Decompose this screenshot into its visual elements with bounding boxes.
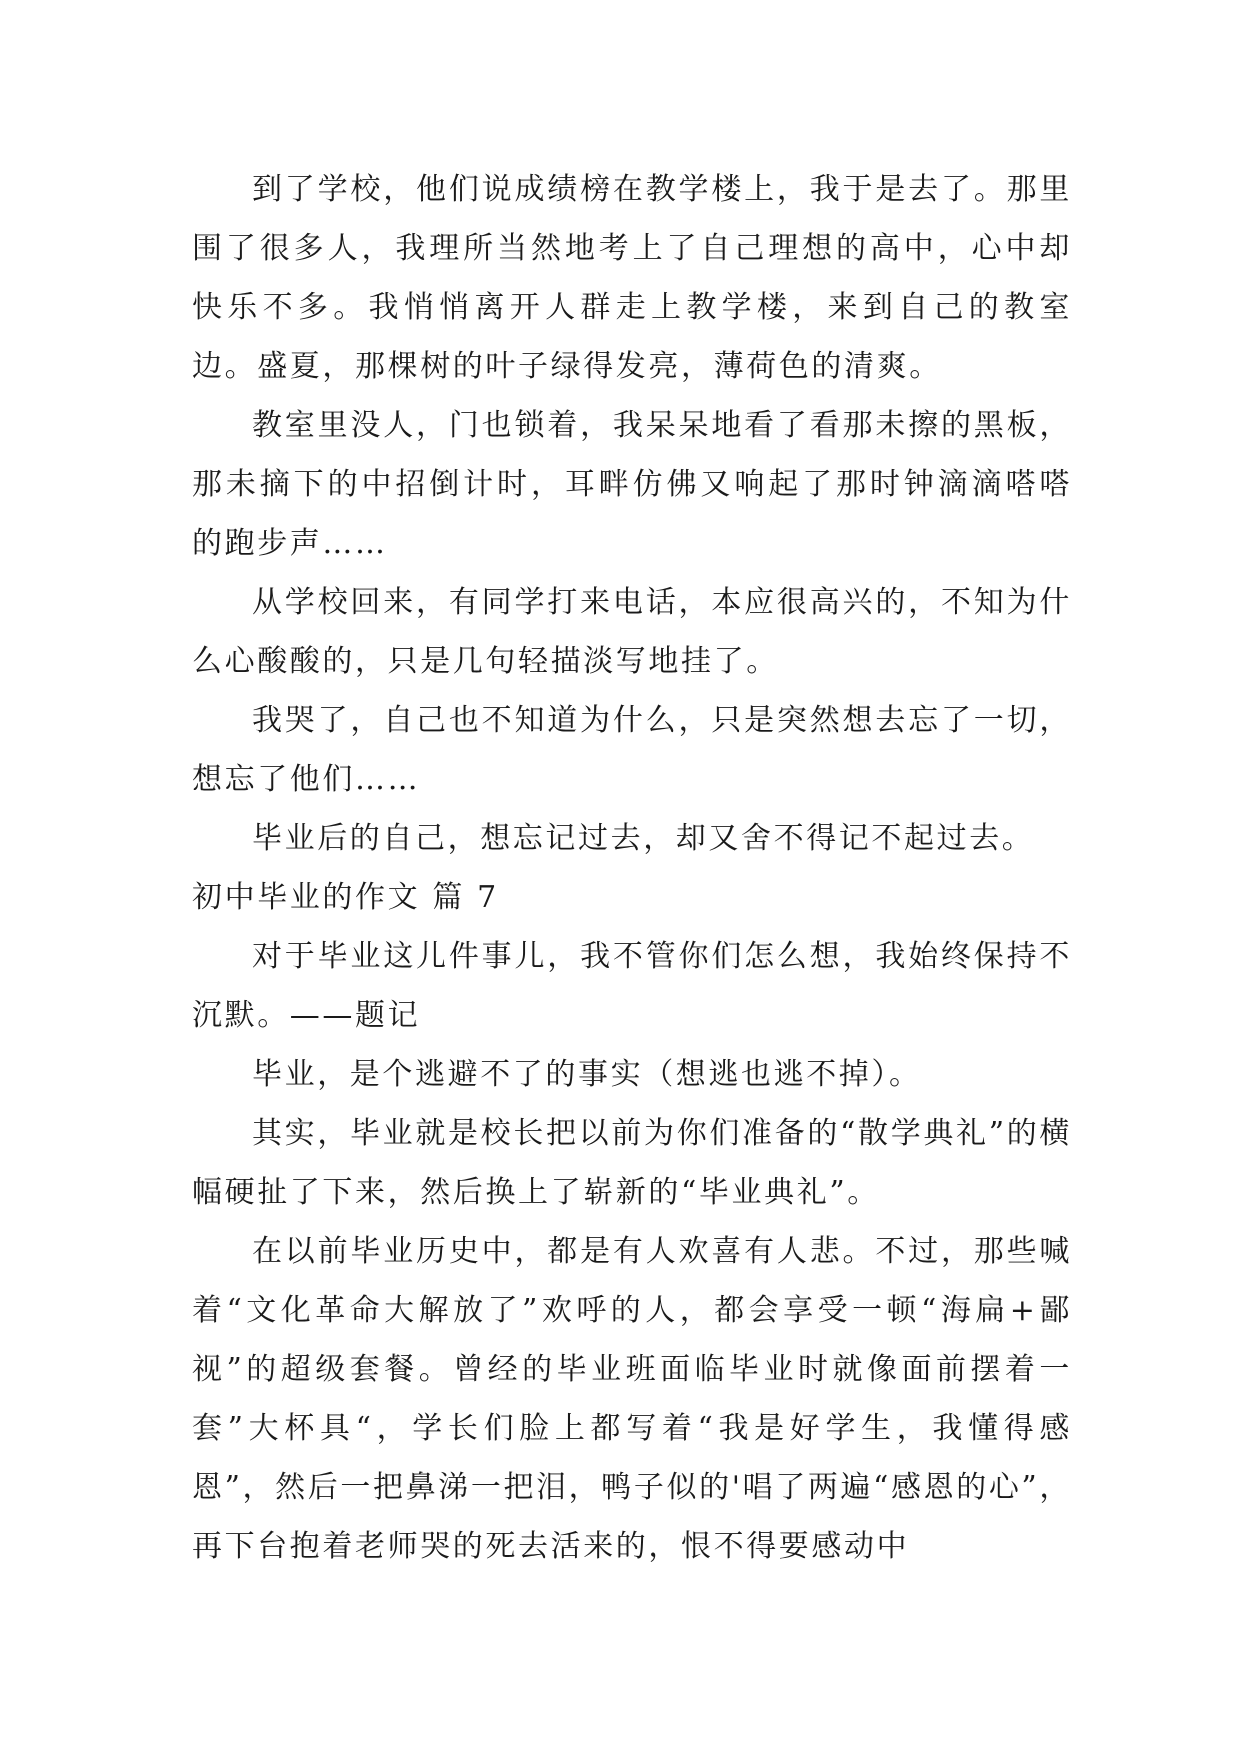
paragraph-empty-classroom: 教室里没人，门也锁着，我呆呆地看了看那未擦的黑板，那未摘下的中招倒计时，耳畔仿佛又响起了那时钟滴滴嗒嗒的跑步声……	[192, 408, 1072, 561]
paragraph-epigraph: 对于毕业这儿件事儿，我不管你们怎么想，我始终保持不沉默。——题记	[192, 939, 1072, 1033]
paragraph-crying: 我哭了，自己也不知道为什么，只是突然想去忘了一切，想忘了他们……	[192, 703, 1072, 797]
paragraph-banner: 其实，毕业就是校长把以前为你们准备的“散学典礼”的横幅硬扯了下来，然后换上了崭新的“毕业典礼”。	[192, 1116, 1072, 1210]
paragraph-fact: 毕业，是个逃避不了的事实（想逃也逃不掉）。	[252, 1057, 922, 1092]
section-title: 初中毕业的作文 篇 7	[192, 880, 499, 915]
paragraph-phone-call: 从学校回来，有同学打来电话，本应很高兴的，不知为什么心酸酸的，只是几句轻描淡写地挂了。	[192, 585, 1072, 679]
document-body	[192, 160, 1072, 1576]
paragraph-history: 在以前毕业历史中，都是有人欢喜有人悲。不过，那些喊着“文化革命大解放了”欢呼的人，都会享受一顿“海扁+鄙视”的超级套餐。曾经的毕业班面临毕业时就像面前摆着一套”大杯具“，学长们脸上都写着“我是好学生，我懂得感恩”，然后一把鼻涕一把泪，鸭子似的'唱了两遍“感恩的心”，再下台抱着老师哭的死去活来的，恨不得要感动中	[192, 1234, 1072, 1564]
paragraph-after-graduation: 毕业后的自己，想忘记过去，却又舍不得记不起过去。	[252, 821, 1035, 856]
paragraph-school-visit: 到了学校，他们说成绩榜在教学楼上，我于是去了。那里围了很多人，我理所当然地考上了自己理想的高中，心中却快乐不多。我悄悄离开人群走上教学楼，来到自己的教室边。盛夏，那棵树的叶子绿得发亮，薄荷色的清爽。	[192, 172, 1072, 384]
